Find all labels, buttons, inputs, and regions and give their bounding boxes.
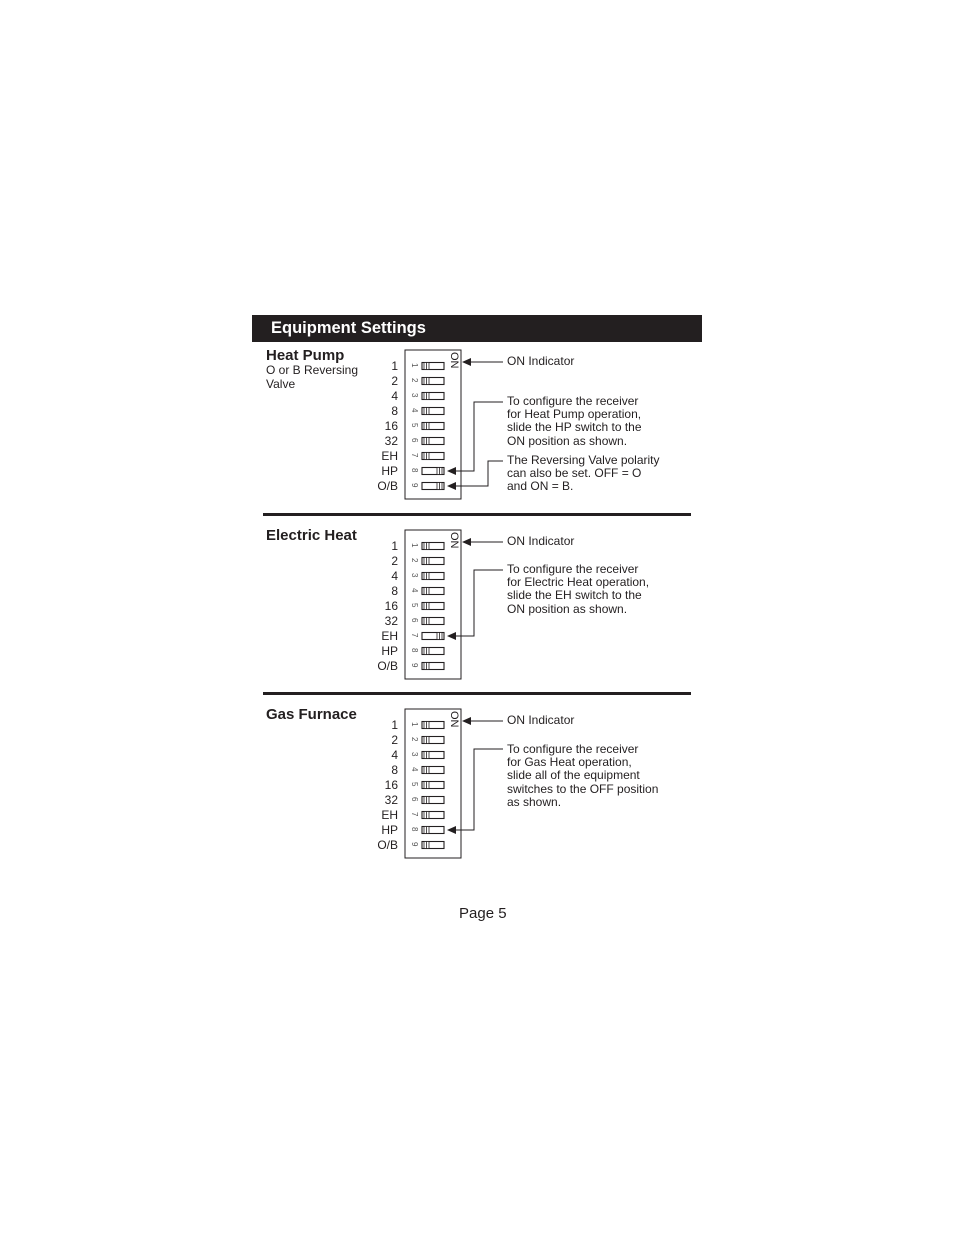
switch-number: 3 xyxy=(410,393,419,398)
switch-number: 7 xyxy=(410,453,419,458)
switch-label: O/B xyxy=(377,659,398,673)
switch-number: 1 xyxy=(410,543,419,548)
section-title: Gas Furnace xyxy=(266,706,357,723)
switch-label: 1 xyxy=(391,539,398,553)
switch-label: O/B xyxy=(377,479,398,493)
switch-number: 7 xyxy=(410,812,419,817)
config-note: To configure the receiver for Electric Heat operation, slide the EH switch to the ON position as shown. xyxy=(507,562,650,616)
switch-label: 8 xyxy=(391,584,398,598)
switch-label: 8 xyxy=(391,763,398,777)
switch-label: 4 xyxy=(391,569,398,583)
switch-number: 1 xyxy=(410,722,419,727)
switch-number: 8 xyxy=(410,468,419,473)
dip-switch-diagram xyxy=(0,706,954,886)
switch-number: 5 xyxy=(410,423,419,428)
switch-number: 6 xyxy=(410,438,419,443)
switch-number: 5 xyxy=(410,603,419,608)
switch-number: 5 xyxy=(410,782,419,787)
section-title: Electric Heat xyxy=(266,527,357,544)
callout-line xyxy=(455,749,503,830)
switch-number: 9 xyxy=(410,483,419,488)
switch-label: HP xyxy=(381,464,398,478)
on-label: ON xyxy=(448,352,460,369)
on-indicator-label: ON Indicator xyxy=(507,713,575,727)
on-indicator-arrowhead xyxy=(462,538,471,546)
switch-label: 8 xyxy=(391,404,398,418)
page-number: Page 5 xyxy=(459,905,507,922)
switch-label: HP xyxy=(381,823,398,837)
switch-number: 9 xyxy=(410,663,419,668)
switch-number: 4 xyxy=(410,588,419,593)
page-title: Equipment Settings xyxy=(271,319,426,337)
switch-number: 2 xyxy=(410,558,419,563)
switch-number: 2 xyxy=(410,737,419,742)
switch-label: HP xyxy=(381,644,398,658)
switch-number: 7 xyxy=(410,633,419,638)
callout-line xyxy=(455,461,503,486)
switch-number: 1 xyxy=(410,363,419,368)
section-subtitle: O or B Reversing Valve xyxy=(266,363,359,391)
on-indicator-arrowhead xyxy=(462,717,471,725)
switch-label: 1 xyxy=(391,359,398,373)
on-indicator-label: ON Indicator xyxy=(507,534,575,548)
switch-number: 2 xyxy=(410,378,419,383)
switch-label: 1 xyxy=(391,718,398,732)
switch-label: 2 xyxy=(391,733,398,747)
switch-label: 16 xyxy=(384,599,398,613)
heat-pump-section xyxy=(0,347,954,527)
switch-number: 8 xyxy=(410,648,419,653)
section-header-bar xyxy=(252,315,702,342)
electric-heat-section xyxy=(0,527,954,707)
switch-number: 6 xyxy=(410,618,419,623)
callout-line xyxy=(455,570,503,636)
switch-label: 32 xyxy=(384,614,398,628)
switch-label: 4 xyxy=(391,748,398,762)
switch-number: 3 xyxy=(410,573,419,578)
switch-number: 9 xyxy=(410,842,419,847)
config-note: To configure the receiver for Gas Heat operation, slide all of the equipment switches to the OFF position as shown. xyxy=(507,742,659,809)
on-indicator-label: ON Indicator xyxy=(507,354,575,368)
switch-label: 16 xyxy=(384,778,398,792)
switch-number: 6 xyxy=(410,797,419,802)
switch-label: 4 xyxy=(391,389,398,403)
switch-number: 4 xyxy=(410,767,419,772)
gas-furnace-section xyxy=(0,706,954,886)
on-indicator-arrowhead xyxy=(462,358,471,366)
section-divider xyxy=(263,692,691,695)
dip-switch-diagram xyxy=(0,527,954,707)
dip-switch-diagram xyxy=(0,347,954,527)
switch-number: 3 xyxy=(410,752,419,757)
on-label: ON xyxy=(448,532,460,549)
config-note: To configure the receiver for Heat Pump operation, slide the HP switch to the ON position as shown. xyxy=(507,394,642,448)
switch-label: EH xyxy=(381,808,398,822)
switch-label: 32 xyxy=(384,434,398,448)
section-divider xyxy=(263,513,691,516)
switch-label: 16 xyxy=(384,419,398,433)
polarity-note: The Reversing Valve polarity can also be set. OFF = O and ON = B. xyxy=(507,453,660,494)
switch-label: EH xyxy=(381,449,398,463)
switch-label: 32 xyxy=(384,793,398,807)
switch-number: 8 xyxy=(410,827,419,832)
switch-label: EH xyxy=(381,629,398,643)
on-label: ON xyxy=(448,711,460,728)
section-title: Heat Pump xyxy=(266,347,345,364)
switch-label: 2 xyxy=(391,554,398,568)
switch-label: O/B xyxy=(377,838,398,852)
switch-number: 4 xyxy=(410,408,419,413)
switch-label: 2 xyxy=(391,374,398,388)
